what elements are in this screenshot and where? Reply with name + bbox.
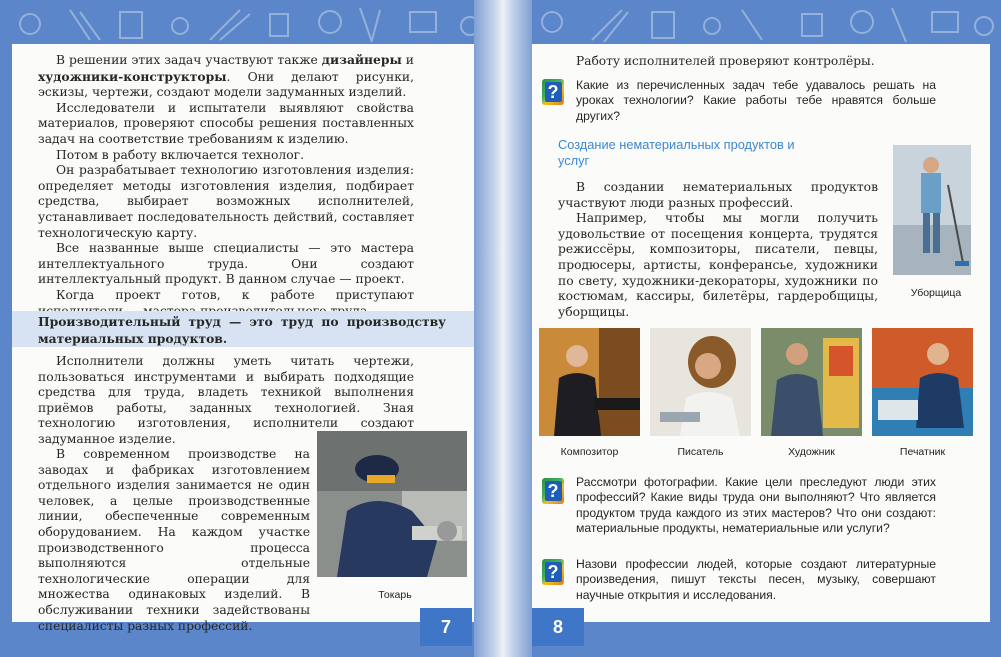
right-frame <box>990 44 1001 604</box>
printer-illustration <box>872 328 973 436</box>
writer-illustration <box>650 328 751 436</box>
definition-text: Производительный труд — это труд по производству материальных продуктов. <box>38 314 446 346</box>
question-mark-icon: ? <box>542 478 564 504</box>
turner-illustration <box>317 431 467 577</box>
paragraph: Когда проект готов, к работе приступают <box>56 287 414 302</box>
paragraph: Он разрабатывает технологию изготовления изделия: определяет методы изготовления изделия, подбирает средства, выбирает возможных исполнителей, устанавливает последовательность действий, составляет технологическую карту. <box>38 163 414 240</box>
right-text <box>558 180 878 320</box>
photo-caption: Композитор <box>560 446 619 458</box>
composer-photo <box>539 328 640 436</box>
question-mark-icon: ? <box>542 559 564 585</box>
inspectors-line: Работу исполнителей проверяют контролёры. <box>576 54 875 68</box>
photo-caption: Художник <box>788 446 835 458</box>
paragraph: Исполнители должны уметь читать чертежи, пользоваться инструментами и выбирать подходящие средства для труда, владеть техникой выполнения приёмов работы, заданных технологией. Зная технологию изготовления, исполнители создают задуманное изделие. <box>38 354 414 446</box>
paragraph: Потом в работу включается технолог. <box>56 147 304 162</box>
question-2: Рассмотри фотографии. Какие цели преследуют люди этих профессий? Какие виды труда они выполняют? Что является продуктом труда каждого из этих мастеров? Что они создают: материальные продукты, нематериальные или услуги? <box>576 475 936 536</box>
cleaner-photo <box>893 145 971 275</box>
cleaner-illustration <box>893 145 971 275</box>
paragraph: В решении этих задач участвуют также дизайнеры и художники-конструкторы. Они делают рисунки, эскизы, чертежи, создают модели задуманных изделий. <box>38 52 414 100</box>
left-frame <box>0 44 12 604</box>
page-number-right: 8 <box>532 608 584 646</box>
paragraph: В создании нематериальных продуктов участвуют люди разных профессий. <box>558 180 878 210</box>
photo-caption: Писатель <box>677 446 724 458</box>
page-number-left: 7 <box>420 608 472 646</box>
paragraph: Все названные выше специалисты — это мастера интеллектуального труда. Они создают интеллектуальный продукт. В данном случае — проект. <box>38 241 414 287</box>
paragraph: Например, чтобы мы могли получить удовольствие от посещения концерта, трудятся режиссёры, композиторы, писатели, певцы, продюсеры, артисты, конферансье, художники по свету, художники-декораторы, художники по костюмам, кассиры, билетёры, гардеробщицы, уборщицы. <box>558 211 878 319</box>
book-gutter <box>474 0 532 657</box>
composer-illustration <box>539 328 640 436</box>
left-text-top <box>38 52 414 319</box>
cleaner-caption: Уборщица <box>910 287 962 299</box>
writer-photo <box>650 328 751 436</box>
paragraph: Исследователи и испытатели выявляют свойства материалов, проверяют способы решения поставленных задач на соответствие требованиям к изделию. <box>38 100 414 146</box>
section-heading: Создание нематериальных продуктов и услуг <box>558 137 795 168</box>
paragraph: В современном производстве на заводах и фабриках изготовлением отдельного изделия занимается не один человек, а целые производственные линии, обеспеченные современным оборудованием. На каждом участке производственного процесса выполняются отдельные технологические операции для множества одинаковых изделий. В обслуживании техники задействованы специалисты разных профессий. <box>38 447 310 633</box>
printer-photo <box>872 328 973 436</box>
artist-photo <box>761 328 862 436</box>
question-3: Назови профессии людей, которые создают литературные произведения, пишут тексты песен, музыку, совершают научные открытия и исследования. <box>576 557 936 602</box>
question-1: Какие из перечисленных задач тебе удавалось решать на уроках технологии? Какие работы тебе нравятся больше других? <box>576 78 936 123</box>
definition-box <box>12 311 474 347</box>
artist-illustration <box>761 328 862 436</box>
photo-caption: Печатник <box>899 446 946 458</box>
question-mark-icon: ? <box>542 79 564 105</box>
turner-photo <box>317 431 467 577</box>
turner-caption: Токарь <box>378 589 412 601</box>
left-text-bottom <box>38 447 310 634</box>
